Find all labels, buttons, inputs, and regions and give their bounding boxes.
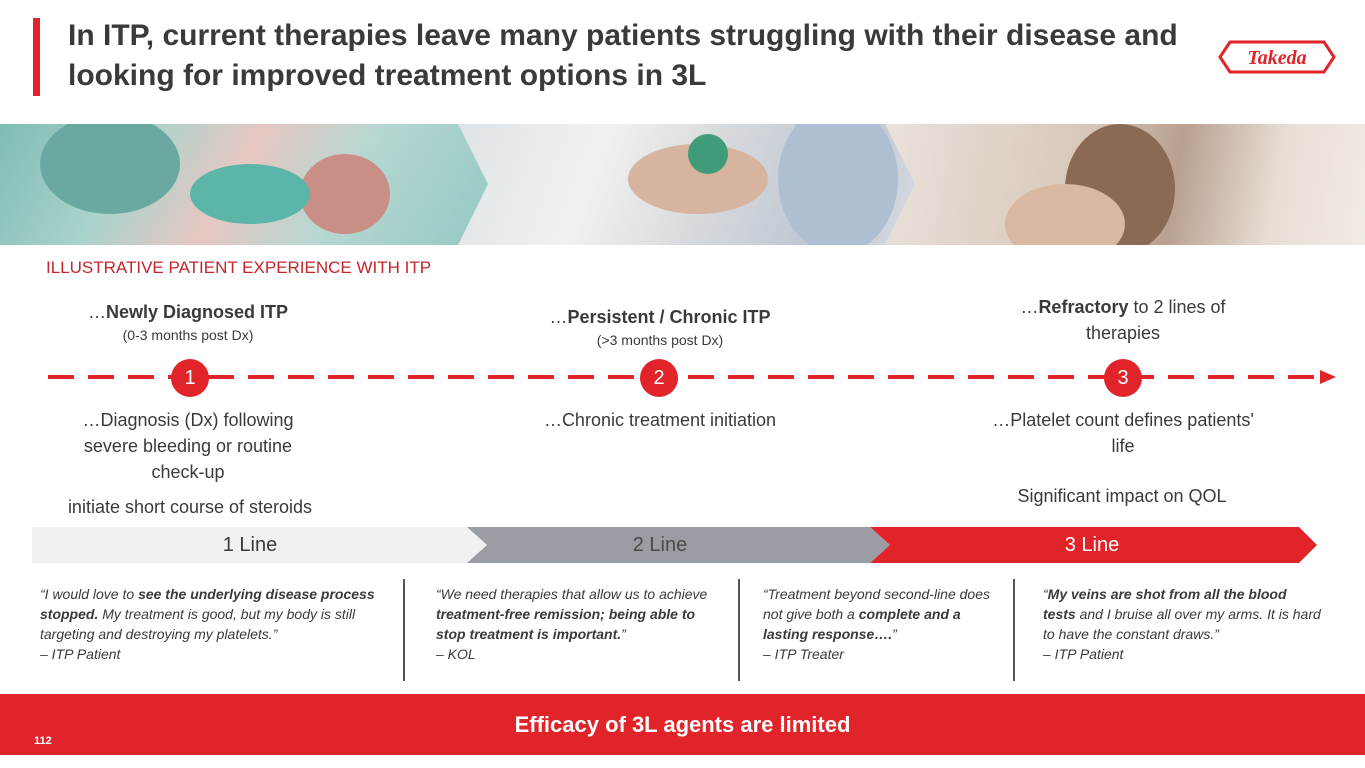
page-number: 112 xyxy=(34,735,52,747)
quote-attribution: – ITP Patient xyxy=(1043,646,1124,662)
stage-3-note: Significant impact on QOL xyxy=(1017,486,1227,506)
quote-attribution: – ITP Treater xyxy=(763,646,844,662)
stage-3-heading: …Refractory to 2 lines of therapies xyxy=(1020,297,1226,343)
stage-1-heading: …Newly Diagnosed ITP (0-3 months post Dx) xyxy=(58,299,318,345)
section-label: ILLUSTRATIVE PATIENT EXPERIENCE WITH ITP xyxy=(46,258,432,277)
stage-2-heading: …Persistent / Chronic ITP (>3 months post Dx) xyxy=(520,304,800,350)
timeline-arrow xyxy=(44,364,1336,390)
stage-1-marker: 1 xyxy=(171,359,209,397)
stage-2-description: …Chronic treatment initiation xyxy=(543,410,777,430)
stage-2-marker: 2 xyxy=(640,359,678,397)
photo-worried-patient xyxy=(885,124,1365,245)
stage-1-description: …Diagnosis (Dx) following severe bleeding or routine check-up xyxy=(82,410,294,482)
line-1-label: 1 Line xyxy=(222,534,278,556)
quote-divider xyxy=(738,579,740,681)
stage-3-description: …Platelet count defines patients' life xyxy=(992,410,1254,456)
footer-message: Efficacy of 3L agents are limited xyxy=(514,712,851,737)
photo-blood-draw xyxy=(458,124,918,245)
photo-strip xyxy=(0,124,1365,245)
quote-attribution: – KOL xyxy=(436,646,476,662)
stage-1-note: initiate short course of steroids xyxy=(67,497,313,517)
quote-patient-1: “I would love to see the underlying disease process stopped. My treatment is good, but my body is still targeting and destroying my platelets.” – ITP Patient xyxy=(40,586,375,662)
page-title: In ITP, current therapies leave many patients struggling with their disease and looking for improved treatment options in 3L xyxy=(68,19,1178,92)
quote-kol: “We need therapies that allow us to achieve treatment-free remission; being able to stop treatment is important.” – KOL xyxy=(436,586,708,662)
quote-attribution: – ITP Patient xyxy=(40,646,121,662)
takeda-logo xyxy=(1216,36,1338,78)
quote-treater: “Treatment beyond second-line does not give both a complete and a lasting response….” – ITP Treater xyxy=(763,586,990,662)
photo-doctor-examining-child xyxy=(0,124,520,245)
stage-3-marker: 3 xyxy=(1104,359,1142,397)
quote-divider xyxy=(1013,579,1015,681)
stage-2-subheading: (>3 months post Dx) xyxy=(596,332,724,348)
line-3-label: 3 Line xyxy=(1064,534,1120,556)
quote-patient-2: “My veins are shot from all the blood tests and I bruise all over my arms. It is hard to have the constant draws.” – ITP Patient xyxy=(1043,586,1321,662)
quote-divider xyxy=(403,579,405,681)
logo-text: Takeda xyxy=(1247,47,1307,69)
line-2-label: 2 Line xyxy=(632,534,688,556)
title-accent-bar xyxy=(33,18,40,96)
stage-1-subheading: (0-3 months post Dx) xyxy=(122,327,254,343)
